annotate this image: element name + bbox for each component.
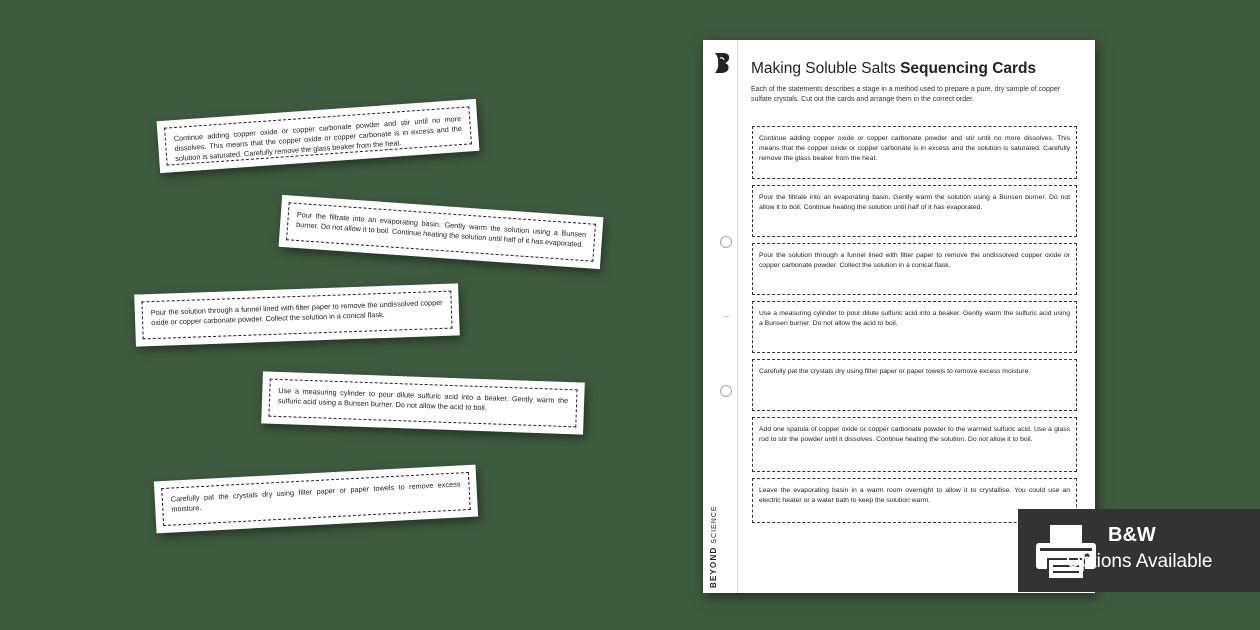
sheet-card-7: Leave the evaporating basin in a warm room overnight to allow it to crystallise. You could use an electric heater or a water bath to keep the solution warm.	[752, 478, 1077, 523]
sheet-card-6: Add one spatula of copper oxide or copper carbonate powder to the warmed sulfuric acid. Use a glass rod to stir the powder until it dissolves. Continue heating the solution. Do not allow it to boil.	[752, 417, 1077, 472]
badge-title: B&W	[1108, 524, 1156, 546]
sheet-card-2: Pour the filtrate into an evaporating basin. Gently warm the solution using a Bunsen burner. Do not allow it to boil. Continue heating the solution until half of it has evaporated.	[752, 185, 1077, 237]
title-plain: Making Soluble Salts	[751, 60, 901, 77]
loose-card-text: Pour the filtrate into an evaporating basin. Gently warm the solution using a Bunsen burner. Do not allow it to boil. Continue heating the solution until half of it has evaporated.	[286, 202, 596, 261]
instructions: Each of the statements describes a stage in a method used to prepare a pure, dry sample of copper sulfate crystals. Cut out the cards and arrange them in the correct order.	[751, 86, 1060, 103]
bw-options-badge	[1018, 509, 1260, 592]
page-title	[751, 60, 1036, 78]
brand-main: BEYOND	[709, 546, 718, 588]
badge-subtitle: Options Available	[1066, 551, 1213, 572]
loose-card-2	[279, 195, 604, 269]
loose-card-3	[134, 283, 460, 346]
sheet-card-4: Use a measuring cylinder to pour dilute sulfuric acid into a beaker. Gently warm the sulfuric acid using a Bunsen burner. Do not allow the acid to boil.	[752, 301, 1077, 353]
fold-mark	[723, 316, 729, 317]
beyond-logo-icon	[713, 52, 731, 74]
brand-sub: SCIENCE	[711, 505, 718, 544]
title-bold: Sequencing Cards	[900, 60, 1037, 77]
loose-card-text: Carefully pat the crystals dry using filter paper or paper towels to remove excess moisture.	[161, 472, 471, 526]
sheet-card-1: Continue adding copper oxide or copper carbonate powder and stir until no more dissolves. This means that the copper oxide or copper carbonate is in excess and the solution is saturated. Carefully remove the glass beaker from the heat.	[752, 126, 1077, 179]
loose-card-text: Continue adding copper oxide or copper carbonate powder and stir until no more dissolves. This means that the copper oxide or copper carbonate is in excess and the solution is saturated. Carefully remove the glass beaker from the heat.	[164, 106, 472, 165]
punch-hole	[720, 385, 732, 397]
margin-line	[737, 40, 738, 593]
loose-card-text: Use a measuring cylinder to pour dilute sulfuric acid into a beaker. Gently warm the sulfuric acid using a Bunsen burner. Do not allow the acid to boil.	[268, 379, 577, 428]
loose-card-1	[157, 99, 480, 173]
loose-card-text: Pour the solution through a funnel lined with filter paper to remove the undissolved copper oxide or copper carbonate powder. Collect the solution in a conical flask.	[141, 291, 452, 340]
brand-label	[709, 468, 718, 588]
loose-card-5	[154, 465, 478, 534]
punch-hole	[720, 236, 732, 248]
loose-card-4	[261, 371, 585, 434]
sheet-card-5: Carefully pat the crystals dry using filter paper or paper towels to remove excess moisture.	[752, 359, 1077, 411]
sheet-card-3: Pour the solution through a funnel lined with filter paper to remove the undissolved copper oxide or copper carbonate powder. Collect the solution in a conical flask.	[752, 243, 1077, 295]
